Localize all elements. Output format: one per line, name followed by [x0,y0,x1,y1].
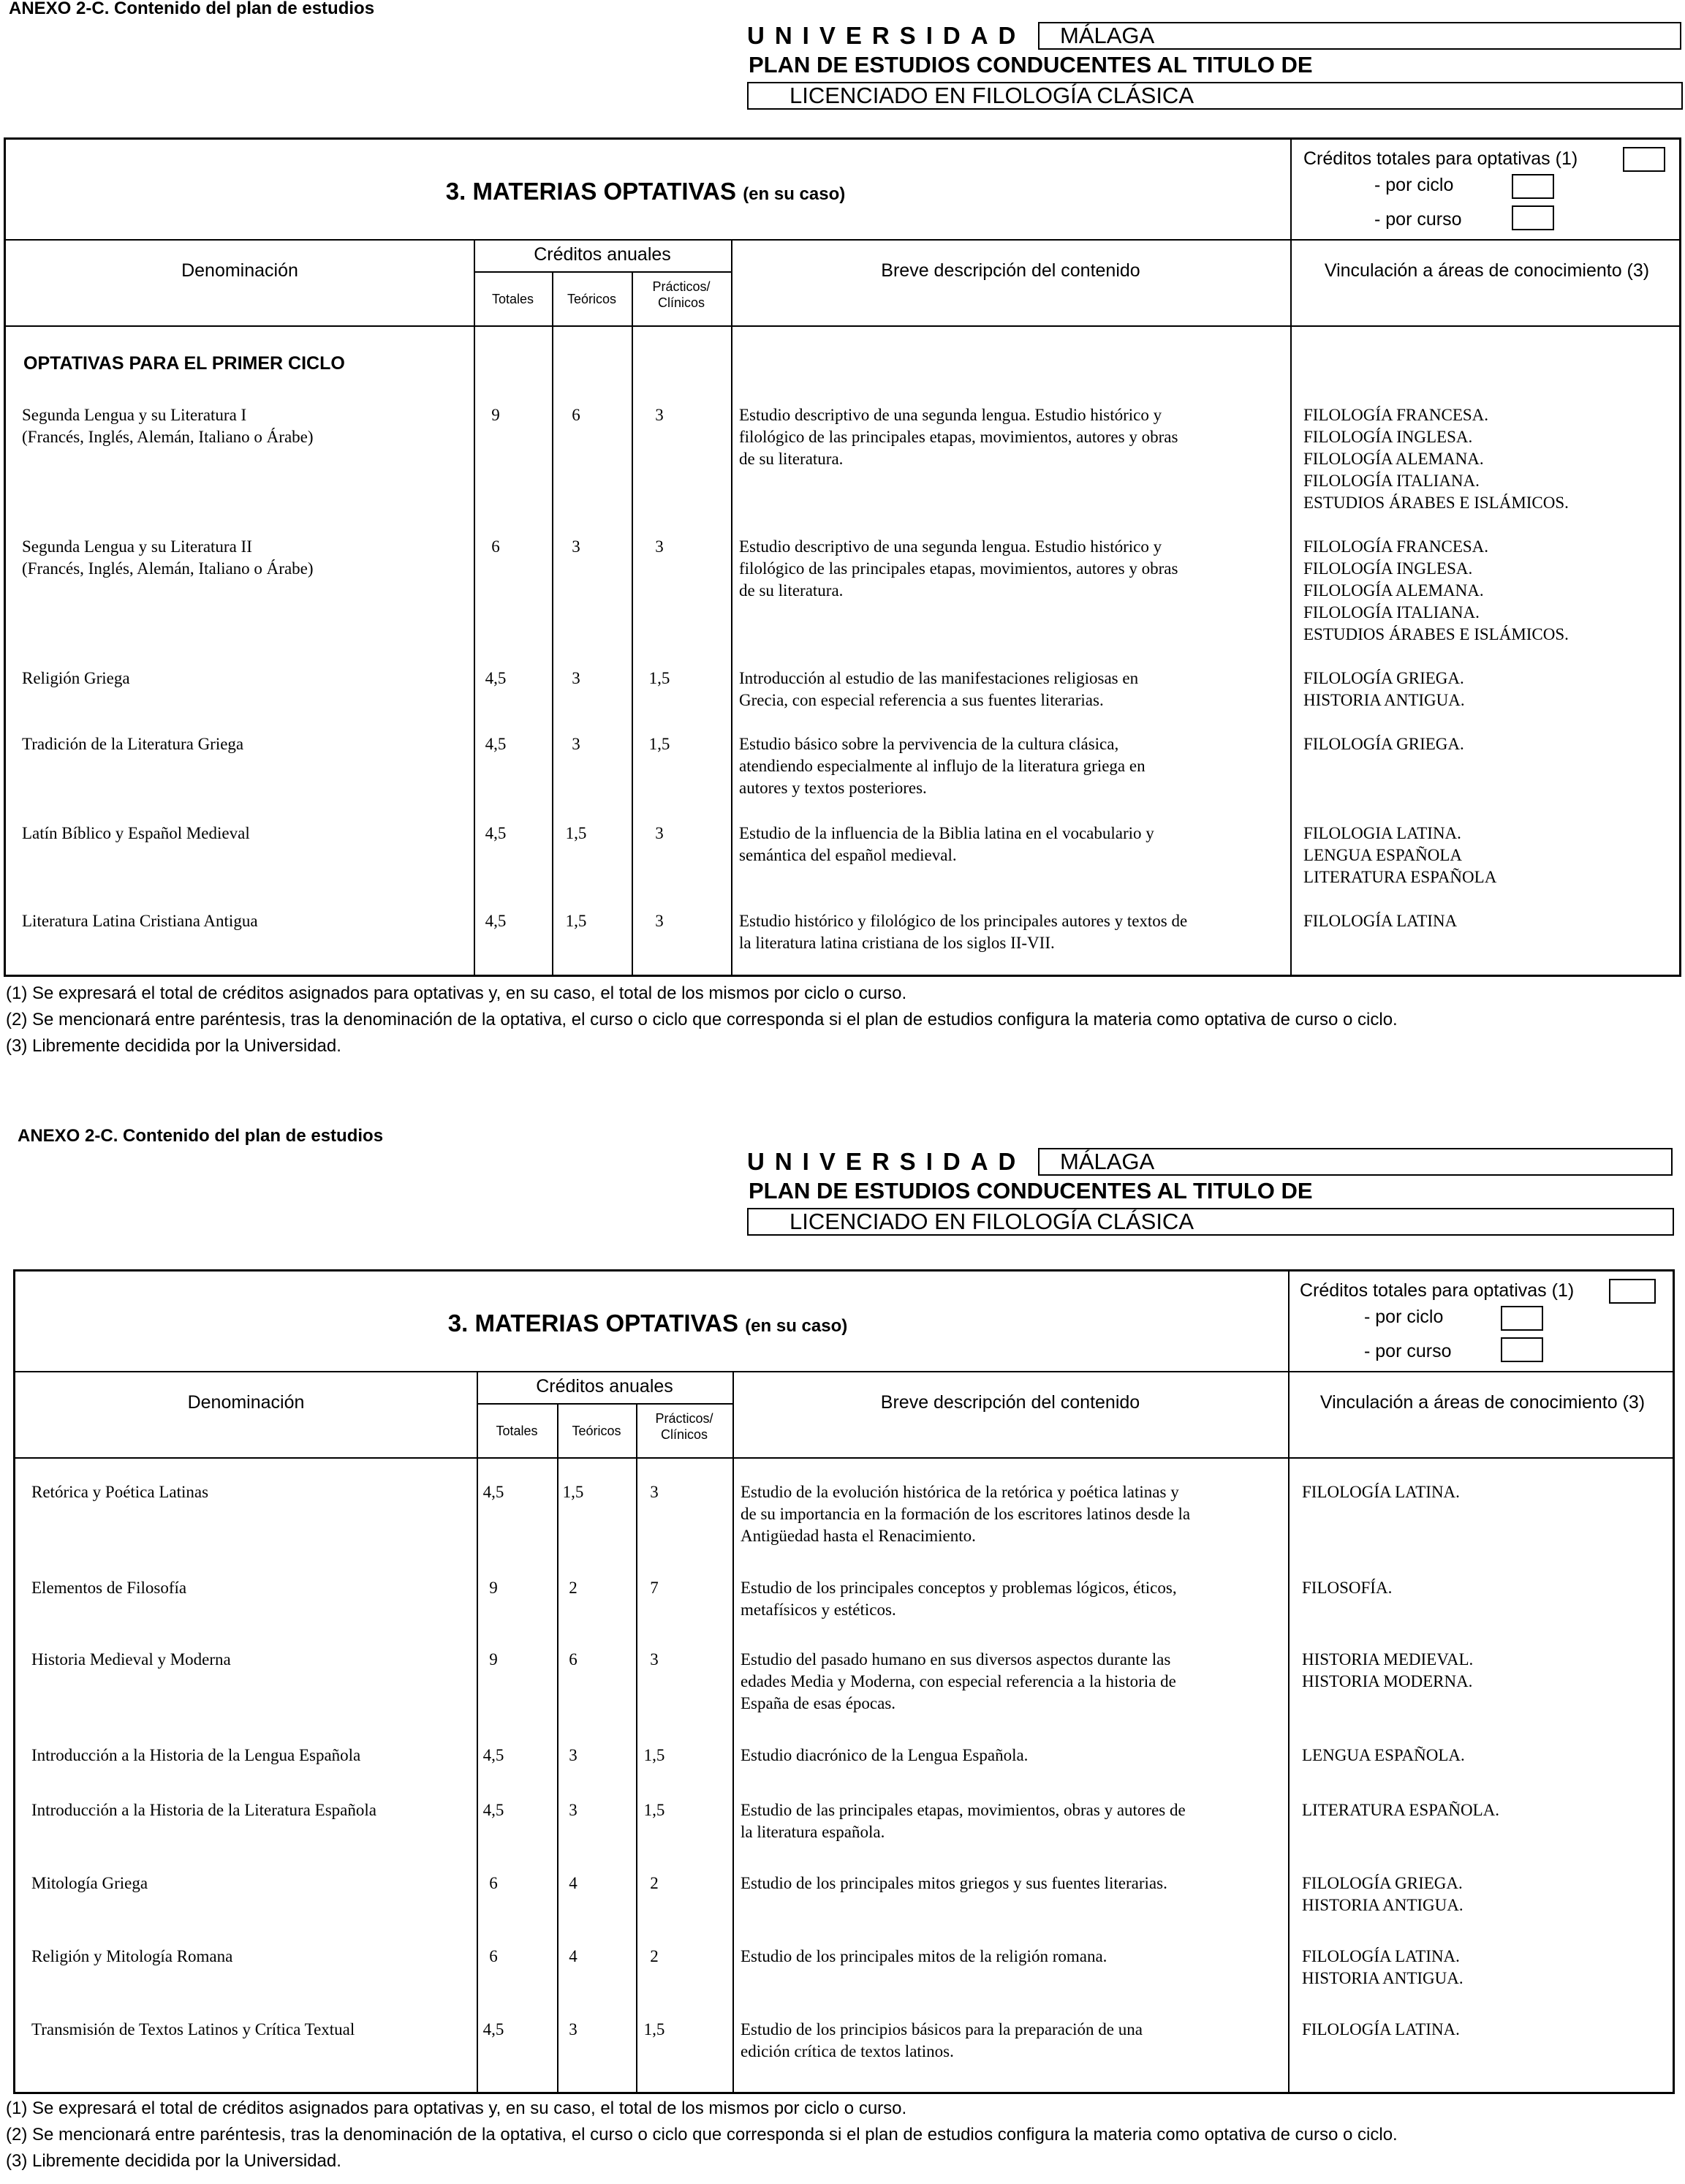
knowledge-areas: LENGUA ESPAÑOLA. [1302,1746,1465,1764]
university-value: MÁLAGA [1038,22,1681,50]
optativas-table [4,137,1681,977]
credits-teoricos: 3 [569,2020,578,2038]
credits-curso-label: - por curso [1374,209,1462,230]
credits-practicos: 1,5 [648,735,670,753]
knowledge-areas: FILOLOGÍA LATINA. [1302,2020,1460,2038]
credits-totales: 4,5 [485,824,507,842]
subject-name: Tradición de la Literatura Griega [22,735,244,753]
degree-value: LICENCIADO EN FILOLOGÍA CLÁSICA [747,1208,1674,1236]
credits-teoricos: 3 [569,1801,578,1819]
plan-label: PLAN DE ESTUDIOS CONDUCENTES AL TITULO DE [749,1178,1313,1204]
subject-name: Mitología Griega [31,1874,148,1892]
subject-name: Segunda Lengua y su Literatura I (Francés, Inglés, Alemán, Italiano o Árabe) [22,406,314,446]
header-totales: Totales [496,1424,538,1438]
credits-teoricos: 3 [572,669,580,687]
credits-ciclo-box [1501,1306,1543,1331]
credits-totales: 4,5 [482,2020,504,2038]
credits-total-box [1623,147,1665,172]
header-denominacion: Denominación [181,260,298,281]
credits-total-label: Créditos totales para optativas (1) [1303,148,1578,169]
subject-description: Estudio histórico y filológico de los principales autores y textos de la literatura latina cristiana de los siglos II-VII. [739,912,1188,952]
credits-teoricos: 1,5 [565,824,587,842]
credits-totales: 9 [489,1650,498,1669]
credits-totales: 6 [491,537,500,556]
header-teoricos: Teóricos [567,292,617,306]
credits-practicos: 1,5 [643,2020,665,2038]
credits-teoricos: 3 [572,537,580,556]
credits-teoricos: 3 [572,735,580,753]
credits-totales: 4,5 [485,669,507,687]
subject-description: Estudio de los principales mitos griegos y sus fuentes literarias. [741,1874,1167,1892]
plan-label: PLAN DE ESTUDIOS CONDUCENTES AL TITULO DE [749,52,1313,78]
subject-name: Literatura Latina Cristiana Antigua [22,912,258,930]
university-value: MÁLAGA [1038,1148,1673,1176]
footnote-2: (2) Se mencionará entre paréntesis, tras la denominación de la optativa, el curso o ciclo que corresponda si el plan de estudios configura la materia como optativa de curso o ciclo. [6,2125,1398,2145]
knowledge-areas: FILOSOFÍA. [1302,1579,1393,1597]
header-denominacion: Denominación [187,1392,305,1413]
subject-name: Transmisión de Textos Latinos y Crítica Textual [31,2020,355,2038]
credits-totales: 4,5 [482,1801,504,1819]
col-divider-descripcion [731,239,732,975]
col-divider-teoricos [552,271,553,975]
subject-name: Religión y Mitología Romana [31,1947,233,1965]
header-vinculacion: Vinculación a áreas de conocimiento (3) [1319,1392,1646,1413]
subject-description: Introducción al estudio de las manifestaciones religiosas en Grecia, con especial referencia a sus fuentes literarias. [739,669,1139,709]
subject-description: Estudio de los principales conceptos y problemas lógicos, éticos, metafísicos y estéticos. [741,1579,1177,1619]
credits-practicos: 7 [650,1579,659,1597]
subject-description: Estudio diacrónico de la Lengua Española. [741,1746,1029,1764]
credits-practicos: 3 [655,912,664,930]
knowledge-areas: FILOLOGÍA GRIEGA. HISTORIA ANTIGUA. [1303,669,1465,709]
credits-totales: 6 [489,1947,498,1965]
header-practicos: Prácticos/ Clínicos [655,1411,713,1442]
header-divider [15,1371,1673,1372]
credits-teoricos: 4 [569,1947,578,1965]
knowledge-areas: FILOLOGIA LATINA. LENGUA ESPAÑOLA LITERATURA ESPAÑOLA [1303,824,1497,886]
subject-name: Segunda Lengua y su Literatura II (Francés, Inglés, Alemán, Italiano o Árabe) [22,537,314,578]
subject-description: Estudio de la evolución histórica de la retórica y poética latinas y de su importancia en la formación de los escritores latinos desde la Antigüedad hasta el Renacimiento. [741,1483,1191,1545]
credits-totales: 4,5 [482,1746,504,1764]
col-divider-totales [477,1371,478,2092]
degree-value: LICENCIADO EN FILOLOGÍA CLÁSICA [747,82,1683,110]
knowledge-areas: FILOLOGÍA LATINA. [1302,1483,1460,1501]
knowledge-areas: FILOLOGÍA LATINA [1303,912,1458,930]
header-creditos: Créditos anuales [536,1376,673,1397]
credits-practicos: 2 [650,1874,659,1892]
credits-practicos: 3 [655,537,664,556]
credits-totales: 4,5 [485,912,507,930]
credits-ciclo-box [1512,174,1554,199]
credits-teoricos: 4 [569,1874,578,1892]
subject-name: Elementos de Filosofía [31,1579,187,1597]
col-divider-totales [474,239,475,975]
subject-description: Estudio de los principios básicos para la preparación de una edición crítica de textos latinos. [741,2020,1143,2060]
credits-curso-label: - por curso [1364,1341,1452,1361]
subject-description: Estudio de los principales mitos de la religión romana. [741,1947,1107,1965]
header-descripcion: Breve descripción del contenido [880,1392,1140,1413]
subject-name: Introducción a la Historia de la Literatura Española [31,1801,376,1819]
credits-totales: 6 [489,1874,498,1892]
subject-name: Latín Bíblico y Español Medieval [22,824,250,842]
credits-ciclo-label: - por ciclo [1364,1307,1444,1327]
annex-title: ANEXO 2-C. Contenido del plan de estudios [18,1126,384,1146]
header-creditos: Créditos anuales [534,244,671,265]
credits-teoricos: 3 [569,1746,578,1764]
credits-practicos: 3 [650,1483,659,1501]
credits-teoricos: 1,5 [562,1483,584,1501]
header-practicos: Prácticos/ Clínicos [652,279,711,310]
knowledge-areas: FILOLOGÍA FRANCESA. FILOLOGÍA INGLESA. FILOLOGÍA ALEMANA. FILOLOGÍA ITALIANA. ESTUDIOS ÁRABES E ISLÁMICOS. [1303,406,1569,512]
credits-practicos: 1,5 [643,1746,665,1764]
footnote-2: (2) Se mencionará entre paréntesis, tras la denominación de la optativa, el curso o ciclo que corresponda si el plan de estudios configura la materia como optativa de curso o ciclo. [6,1010,1398,1029]
credits-teoricos: 1,5 [565,912,587,930]
credits-curso-box [1501,1337,1543,1362]
optativas-table [13,1269,1675,2094]
credits-totales: 4,5 [482,1483,504,1501]
columns-divider [6,325,1679,327]
columns-divider [15,1457,1673,1459]
col-divider-descripcion [732,1371,734,2092]
credits-totales: 9 [491,406,500,424]
section-title: OPTATIVAS PARA EL PRIMER CICLO [23,353,345,374]
university-label: UNIVERSIDAD [747,22,1026,49]
footnote-1: (1) Se expresará el total de créditos asignados para optativas y, en su caso, el total de los mismos por ciclo o curso. [6,983,907,1003]
credits-practicos: 3 [655,824,664,842]
subject-name: Religión Griega [22,669,130,687]
subject-name: Introducción a la Historia de la Lengua Española [31,1746,361,1764]
subject-description: Estudio básico sobre la pervivencia de la cultura clásica, atendiendo especialmente al influjo de la literatura griega en autores y textos posteriores. [739,735,1146,797]
footnote-3: (3) Libremente decidida por la Universidad. [6,1036,341,1056]
credits-practicos: 3 [655,406,664,424]
table-title: 3. MATERIAS OPTATIVAS (en su caso) [445,178,846,205]
credits-totales: 9 [489,1579,498,1597]
header-totales: Totales [491,292,534,306]
document-page-1 [0,0,1685,1060]
header-teoricos: Teóricos [572,1424,621,1438]
subject-description: Estudio descriptivo de una segunda lengua. Estudio histórico y filológico de las principales etapas, movimientos, autores y obras de su literatura. [739,537,1178,600]
credits-subheader-divider [477,1403,732,1405]
knowledge-areas: HISTORIA MEDIEVAL. HISTORIA MODERNA. [1302,1650,1474,1690]
subject-description: Estudio de las principales etapas, movimientos, obras y autores de la literatura española. [741,1801,1186,1841]
subject-description: Estudio de la influencia de la Biblia latina en el vocabulario y semántica del español medieval. [739,824,1154,864]
subject-name: Historia Medieval y Moderna [31,1650,231,1669]
credits-subheader-divider [474,271,731,273]
credits-total-label: Créditos totales para optativas (1) [1300,1280,1575,1301]
credits-practicos: 3 [650,1650,659,1669]
credits-totales: 4,5 [485,735,507,753]
footnote-1: (1) Se expresará el total de créditos asignados para optativas y, en su caso, el total de los mismos por ciclo o curso. [6,2098,907,2118]
credits-teoricos: 2 [569,1579,578,1597]
header-descripcion: Breve descripción del contenido [881,260,1140,281]
knowledge-areas: LITERATURA ESPAÑOLA. [1302,1801,1500,1819]
subject-name: Retórica y Poética Latinas [31,1483,209,1501]
credits-teoricos: 6 [572,406,580,424]
knowledge-areas: FILOLOGÍA GRIEGA. HISTORIA ANTIGUA. [1302,1874,1464,1914]
subject-description: Estudio descriptivo de una segunda lengua. Estudio histórico y filológico de las principales etapas, movimientos, autores y obras de su literatura. [739,406,1178,468]
credits-curso-box [1512,205,1554,230]
university-label: UNIVERSIDAD [747,1148,1026,1175]
credits-total-box [1609,1279,1656,1304]
header-divider [6,239,1679,241]
knowledge-areas: FILOLOGÍA FRANCESA. FILOLOGÍA INGLESA. FILOLOGÍA ALEMANA. FILOLOGÍA ITALIANA. ESTUDIOS ÁRABES E ISLÁMICOS. [1303,537,1569,643]
annex-title: ANEXO 2-C. Contenido del plan de estudios [9,0,375,18]
credits-ciclo-label: - por ciclo [1374,175,1454,195]
document-page-2 [0,1126,1685,2184]
footnote-3: (3) Libremente decidida por la Universidad. [6,2151,341,2171]
credits-teoricos: 6 [569,1650,578,1669]
knowledge-areas: FILOLOGÍA LATINA. HISTORIA ANTIGUA. [1302,1947,1464,1987]
credits-practicos: 1,5 [648,669,670,687]
header-vinculacion: Vinculación a áreas de conocimiento (3) [1324,260,1650,281]
table-title: 3. MATERIAS OPTATIVAS (en su caso) [447,1310,848,1337]
knowledge-areas: FILOLOGÍA GRIEGA. [1303,735,1464,753]
subject-description: Estudio del pasado humano en sus diversos aspectos durante las edades Media y Moderna, con especial referencia a la historia de España de esas épocas. [741,1650,1176,1712]
credits-practicos: 1,5 [643,1801,665,1819]
credits-practicos: 2 [650,1947,659,1965]
col-divider-practicos [632,271,633,975]
